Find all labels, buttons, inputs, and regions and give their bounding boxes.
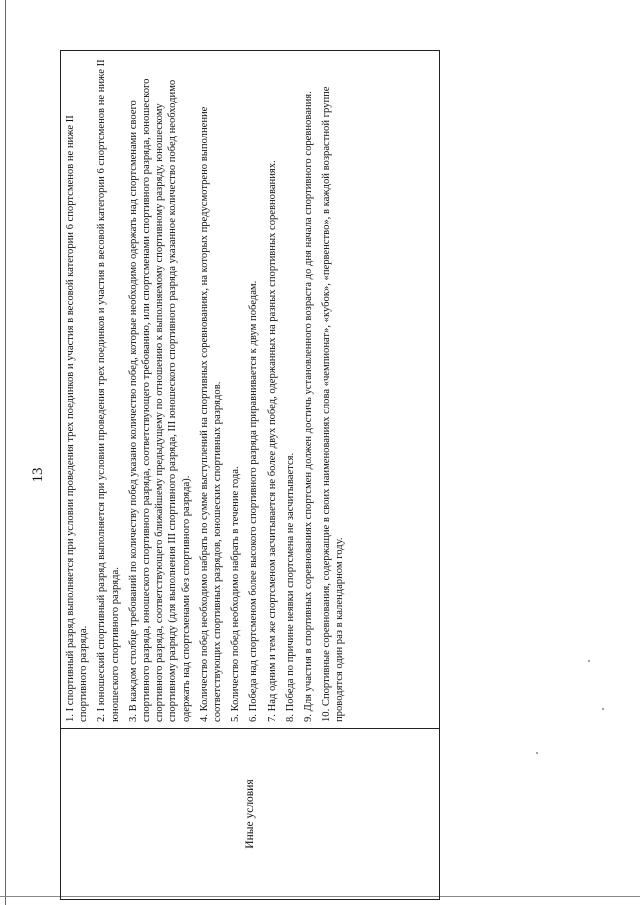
condition-item-10: 10. Спортивные соревнования, содержащие в своих наименованиях слова «чемпионат», «кубок», «первенство», в каждой возрастной группе проводятся один раз в календарном году. (321, 86, 346, 722)
condition-item-8: 8. Победа по причине неявки спортсмена не засчитывается. (284, 452, 296, 722)
condition-item-4: 4. Количество побед необходимо набрать по сумме выступлений на спортивных соревнованиях, на которых предусмотрено выполнение соответствующих спортивных разрядов, юношеских спортивных разрядов. (198, 106, 224, 722)
scan-speck (602, 708, 604, 710)
scan-speck (588, 660, 590, 662)
condition-item-3: 3. В каждом столбце требований по количеству побед указано количество побед, которые необходимо одержать над спортсменами своего спортивного разряда, юношеского спортивного разряда, соответствующего требованию, или спортсменами спортивного разряда, юношеского спортивного разряда, соответствующего ближайшему предыдущему по отношению к выполняемому спортивному разряду, юношескому спортивному разряду (для выполнения III спортивного разряда, III юношеского спортивного разряда указанное количество побед необходимо одержать над спортсменами без спортивного разряда). (127, 78, 192, 722)
condition-item-9: 9. Для участия в спортивных соревнованиях спортсмен должен достичь установленного возраста до дня начала спортивного соревнования. (303, 91, 315, 722)
condition-item-7: 7. Над одним и тем же спортсменом засчитывается не более двух побед, одержанных на разных спортивных соревнованиях. (266, 160, 278, 722)
conditions-table (60, 50, 440, 900)
table-row (61, 51, 440, 900)
condition-item-2: 2. I юношеский спортивный разряд выполняется при условии проведения трех поединков и участия в весовой категории 6 спортсменов не ниже II юношеского спортивного разряда. (96, 59, 121, 722)
condition-item-1: 1. I спортивный разряд выполняется при условии проведения трех поединков и участия в весовой категории 6 спортсменов не ниже II спортивного разряда. (65, 115, 90, 722)
page-number: 13 (30, 467, 46, 483)
scan-speck (536, 752, 538, 754)
rotated-content (30, 50, 440, 900)
condition-item-5: 5. Количество побед необходимо набрать в течение года. (230, 466, 242, 722)
content-cell (61, 51, 440, 729)
page-edge-line (5, 0, 6, 905)
condition-item-6: 6. Победа над спортсменом более высокого спортивного разряда приравнивается к двум победам. (248, 280, 260, 722)
label-cell: Иные условия (61, 729, 440, 900)
